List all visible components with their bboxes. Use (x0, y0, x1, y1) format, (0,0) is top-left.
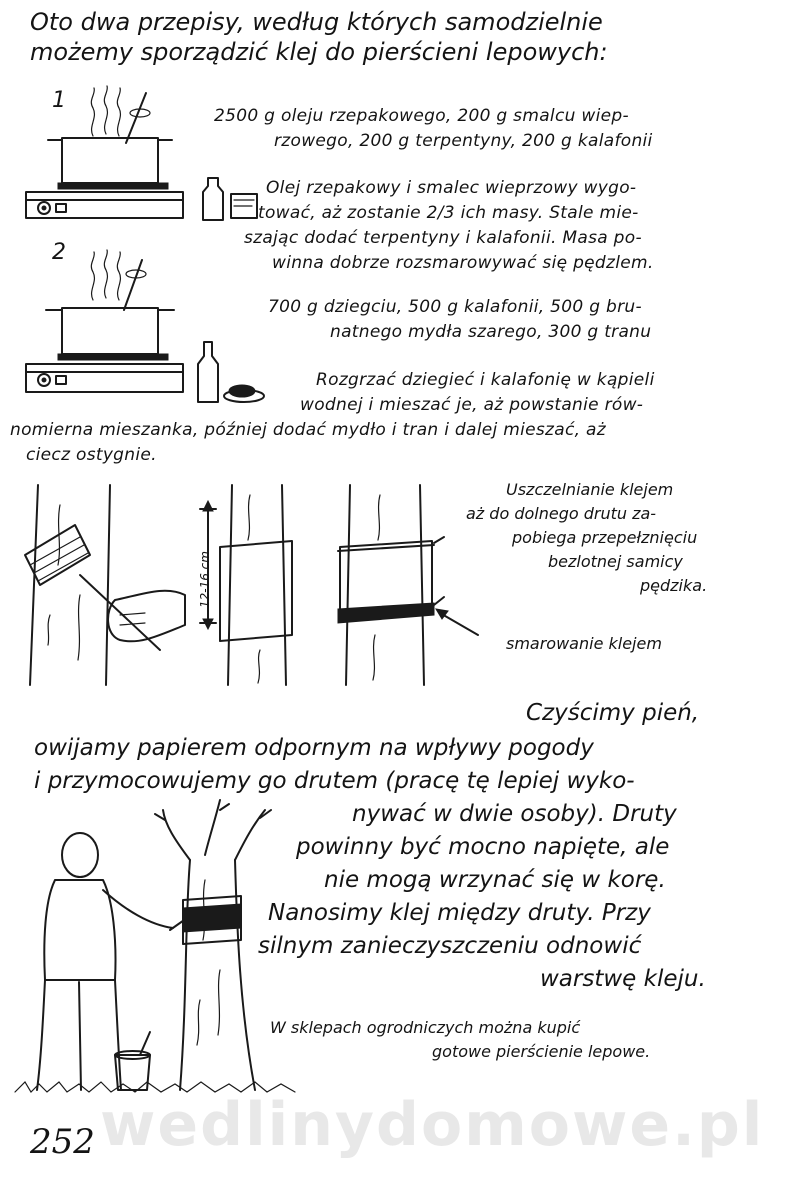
watermark: wedlinydomowe.pl (100, 1090, 765, 1160)
recipe-2-instructions-line-1: Rozgrzać dziegieć i kalafonię w kąpieli (316, 370, 655, 390)
procedure-line-8: silnym zanieczyszczeniu odnowić (258, 933, 642, 959)
tree-caption-line-1: Uszczelnianie klejem (506, 480, 674, 499)
recipe-1-instructions-line-2: tować, aż zostanie 2/3 ich masy. Stale mie- (258, 203, 639, 223)
procedure-line-4: nywać w dwie osoby). Druty (352, 801, 677, 827)
tree-caption-line-4: bezlotnej samicy (548, 552, 683, 571)
recipe-2-instructions-line-3: nomierna mieszanka, później dodać mydło i tran i dalej mieszać, aż (10, 420, 606, 440)
tree-caption-line-3: pobiega przepełznięciu (512, 528, 698, 547)
tree-caption-line-2: aż do dolnego drutu za- (466, 504, 657, 523)
procedure-line-2: owijamy papierem odpornym na wpływy pogody (34, 735, 594, 761)
tree-band-illustration (20, 485, 480, 685)
recipe-1-ingredients-line-1: 2500 g oleju rzepakowego, 200 g smalcu wiep- (214, 106, 629, 126)
recipe-2-ingredients-line-1: 700 g dziegciu, 500 g kalafonii, 500 g bru- (268, 297, 642, 317)
intro-line-2: możemy sporządzić klej do pierścieni lepowych: (30, 38, 608, 66)
procedure-line-7: Nanosimy klej między druty. Przy (268, 900, 651, 926)
page-number: 252 (30, 1122, 95, 1162)
recipe-1-number: 1 (52, 88, 66, 113)
procedure-line-3: i przymocowujemy go drutem (pracę tę lepiej wyko- (34, 768, 635, 794)
recipe-1-ingredients-line-2: rzowego, 200 g terpentyny, 200 g kalafonii (274, 131, 653, 151)
recipe-2-instructions-line-2: wodnej i mieszać je, aż powstanie rów- (300, 395, 644, 415)
recipe-1-instructions-line-3: szając dodać terpentyny i kalafonii. Masa po- (244, 228, 642, 248)
recipe-2-number: 2 (52, 240, 66, 265)
procedure-line-9: warstwę kleju. (540, 966, 706, 992)
band-height-label: 12-16 cm (198, 551, 212, 608)
procedure-line-6: nie mogą wrzynać się w korę. (324, 867, 666, 893)
recipe-1-instructions-line-1: Olej rzepakowy i smalec wieprzowy wygo- (266, 178, 637, 198)
intro-line-1: Oto dwa przepisy, według których samodzielnie (30, 8, 603, 36)
person-painting-tree-illustration (15, 800, 300, 1100)
recipe-1-instructions-line-4: winna dobrze rozsmarowywać się pędzlem. (272, 253, 654, 273)
recipe-2-instructions-line-4: ciecz ostygnie. (26, 445, 157, 465)
recipe-2-ingredients-line-2: natnego mydła szarego, 300 g tranu (330, 322, 652, 342)
shop-note-line-2: gotowe pierścienie lepowe. (432, 1042, 651, 1061)
procedure-line-1: Czyścimy pień, (526, 700, 700, 726)
shop-note-line-1: W sklepach ogrodniczych można kupić (270, 1018, 581, 1037)
procedure-line-5: powinny być mocno napięte, ale (296, 834, 670, 860)
tree-caption-line-5: pędzika. (640, 576, 708, 595)
stove-pot-illustration-2 (18, 252, 278, 412)
glue-label: smarowanie klejem (506, 634, 662, 653)
